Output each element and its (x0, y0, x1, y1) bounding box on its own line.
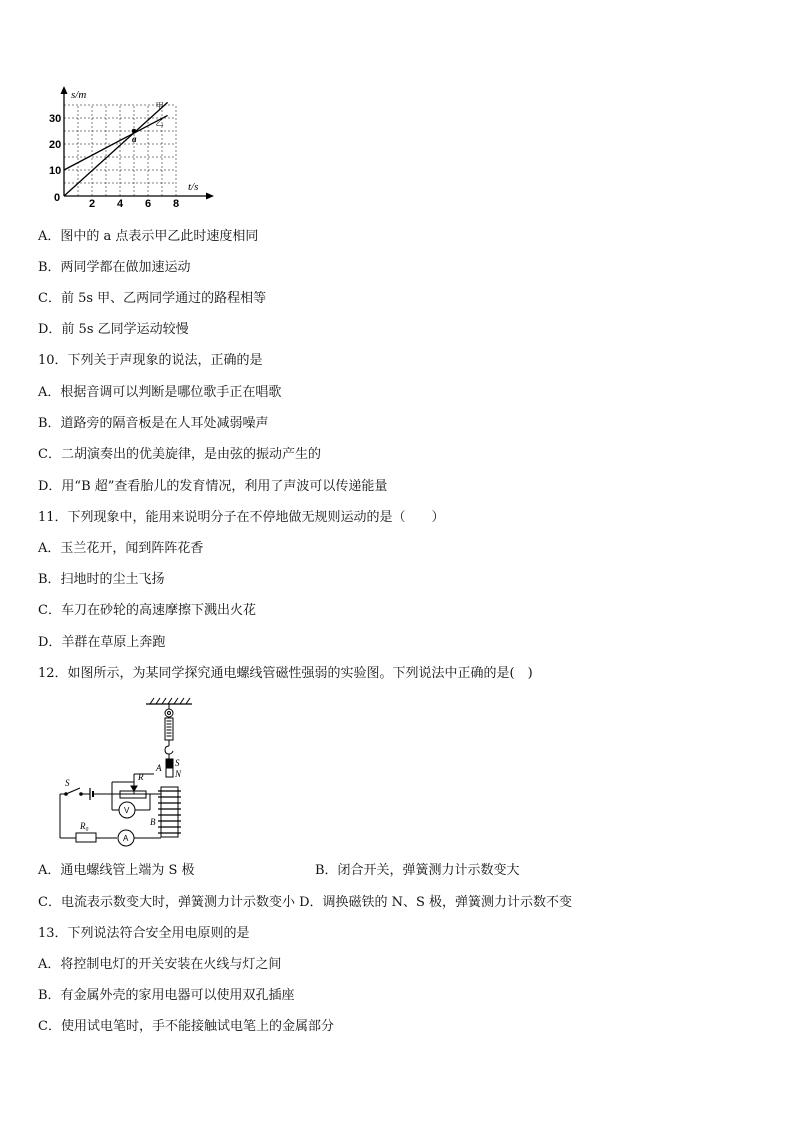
q11-option-a: A．玉兰花开，闻到阵阵花香 (38, 541, 204, 556)
q12-stem: 12．如图所示，为某同学探究通电螺线管磁性强弱的实验图。下列说法中正确的是( ) (38, 666, 533, 681)
q13-option-c: C．使用试电笔时，手不能接触试电笔上的金属部分 (38, 1019, 334, 1034)
x-tick-label: 2 (89, 198, 96, 210)
x-tick-label: 8 (173, 198, 180, 210)
origin-label: 0 (54, 192, 61, 204)
x-axis-arrow (206, 193, 214, 200)
label-ammeter: A (123, 834, 129, 843)
q9-option-d: D．前 5s 乙同学运动较慢 (38, 322, 189, 337)
x-tick-label: 6 (145, 198, 152, 210)
intersection-point (132, 129, 137, 134)
label-magnet-a: A (156, 763, 162, 773)
solenoid-circuit-diagram (50, 694, 220, 854)
q9-option-a: A．图中的 a 点表示甲乙此时速度相同 (38, 229, 259, 244)
circuit (60, 774, 161, 846)
resistor-r0 (76, 833, 96, 842)
series-line-1 (64, 102, 168, 196)
y-axis-arrow (61, 86, 68, 94)
q13-option-a: A．将控制电灯的开关安装在火线与灯之间 (38, 957, 282, 972)
x-axis-label: t/s (188, 181, 199, 193)
label-solenoid-b: B (150, 817, 156, 827)
bar-magnet (166, 754, 173, 777)
label-switch: S (65, 778, 70, 788)
label-r0: R₀ (80, 821, 89, 831)
intersection-label: a (132, 134, 137, 144)
label-rheostat: R (138, 772, 144, 782)
y-tick-label: 20 (49, 139, 62, 151)
q10-stem: 10．下列关于声现象的说法，正确的是 (38, 353, 263, 368)
solenoid (158, 787, 181, 837)
label-pole-n: N (175, 769, 182, 779)
q12-option-a: A．通电螺线管上端为 S 极 (38, 863, 195, 878)
q9-option-b: B．两同学都在做加速运动 (38, 260, 191, 275)
q11-option-b: B．扫地时的尘土飞扬 (38, 572, 165, 587)
q13-option-b: B．有金属外壳的家用电器可以使用双孔插座 (38, 988, 295, 1003)
y-axis-label: s/m (71, 89, 87, 101)
q12-option-cd: C．电流表示数变大时，弹簧测力计示数变小 D．调换磁铁的 N、S 极，弹簧测力计示数不变 (38, 895, 573, 910)
spring-scale (165, 704, 173, 754)
label-pole-s: S (175, 758, 180, 768)
label-voltmeter: V (124, 806, 130, 815)
q11-stem: 11．下列现象中，能用来说明分子在不停地做无规则运动的是（ ） (38, 510, 445, 525)
ceiling (146, 698, 192, 704)
q9-option-c: C．前 5s 甲、乙两同学通过的路程相等 (38, 291, 267, 306)
q10-option-b: B．道路旁的隔音板是在人耳处减弱噪声 (38, 416, 269, 431)
q12-option-b: B．闭合开关，弹簧测力计示数变大 (315, 863, 520, 878)
y-tick-label: 10 (49, 165, 62, 177)
series-label-1: 甲 (155, 101, 164, 111)
y-tick-label: 30 (49, 113, 62, 125)
st-chart (42, 84, 222, 214)
q11-option-d: D．羊群在草原上奔跑 (38, 635, 166, 650)
series-line-2 (64, 115, 168, 170)
q10-option-c: C．二胡演奏出的优美旋律，是由弦的振动产生的 (38, 447, 321, 462)
x-tick-label: 4 (117, 198, 124, 210)
q10-option-a: A．根据音调可以判断是哪位歌手正在唱歌 (38, 385, 282, 400)
q13-stem: 13．下列说法符合安全用电原则的是 (38, 926, 250, 941)
q11-option-c: C．车刀在砂轮的高速摩擦下溅出火花 (38, 603, 256, 618)
q10-option-d: D．用“B 超”查看胎儿的发育情况，利用了声波可以传递能量 (38, 479, 388, 494)
switch (66, 788, 80, 794)
series-label-2: 乙 (155, 118, 164, 128)
